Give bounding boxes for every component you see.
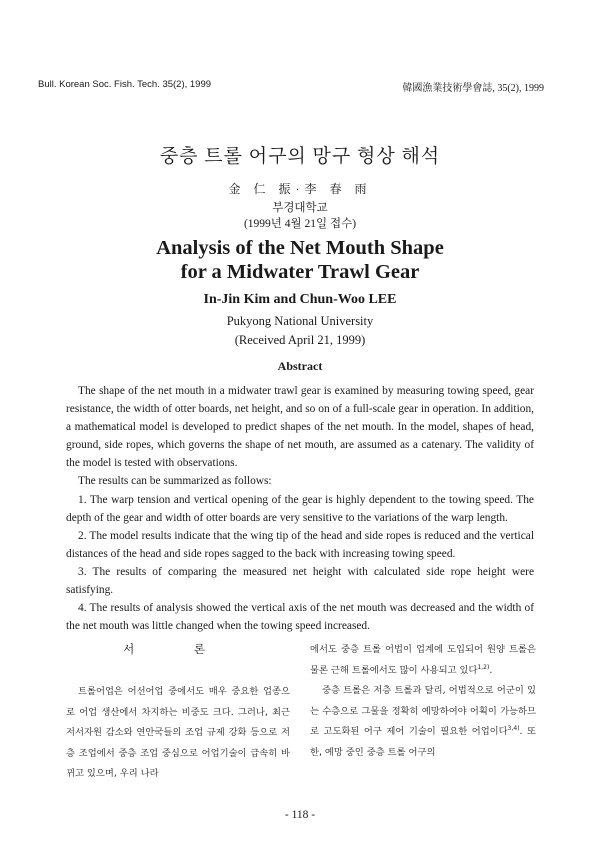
journal-citation-ko: 韓國漁業技術學會誌, 35(2), 1999 xyxy=(402,83,544,94)
intro-paragraph-continued xyxy=(310,640,536,681)
intro-paragraph xyxy=(310,681,536,763)
intro-text: 에서도 중층 트롤 어법이 업계에 도입되어 원양 트롤은 물론 근해 트롤에서도 많이 사용되고 있다 xyxy=(310,644,536,676)
intro-paragraph: 트롤어업은 어선어업 중에서도 매우 중요한 업종으로 어업 생산에서 차지하는 비중도 크다. 그러나, 최근 저서자원 감소와 연안국들의 조업 규제 강화 등으로 저층 조업에서 중층 조업 중심으로 어업기술이 급속히 바뀌고 있으며, 우리 나라 xyxy=(66,686,290,780)
abstract-paragraph: 4. The results of analysis showed the vertical axis of the net mouth was decreased and the width of the net mouth was little changed when the towing speed increased. xyxy=(66,602,534,633)
english-title-line2: for a Midwater Trawl Gear xyxy=(180,261,420,283)
korean-affiliation: 부경대학교 xyxy=(272,202,328,214)
korean-title: 중층 트롤 어구의 망구 형상 해석 xyxy=(159,146,441,167)
english-received-date: (Received April 21, 1999) xyxy=(234,333,366,347)
intro-text-end: . 또한, 예망 중인 중층 트롤 어구의 xyxy=(310,726,536,758)
body-column-right xyxy=(310,640,536,764)
english-title xyxy=(0,236,600,284)
abstract-paragraph: 3. The results of comparing the measured net height with calculated side rope height were satisfying. xyxy=(66,565,534,597)
korean-authors: 金 仁 振·李 春 雨 xyxy=(228,182,372,196)
journal-citation-en: Bull. Korean Soc. Fish. Tech. 35(2), 1999 xyxy=(38,79,212,90)
citation-ref: 1,2) xyxy=(477,663,490,671)
intro-text: 중층 트롤은 저층 트롤과 달리, 어법적으로 어군이 있는 수층으로 그물을 정확히 예망하여야 어획이 가능하므로 고도화된 어구 제어 기술이 필요한 어업이다 xyxy=(310,685,536,738)
english-authors: In-Jin Kim and Chun-Woo LEE xyxy=(203,292,397,307)
english-affiliation: Pukyong National University xyxy=(226,314,374,328)
citation-ref: 3,4) xyxy=(507,725,520,733)
korean-received-date: (1999년 4월 21일 접수) xyxy=(243,218,357,230)
abstract-paragraph: 2. The model results indicate that the wing tip of the head and side ropes is reduced and the vertical distances of the head and side ropes sagged to the back with increasing towing speed. xyxy=(66,529,534,560)
page-number: - 118 - xyxy=(284,809,316,821)
english-title-line1: Analysis of the Net Mouth Shape xyxy=(156,237,444,259)
abstract-paragraph: The results can be summarized as follows: xyxy=(78,475,272,488)
abstract-paragraph: The shape of the net mouth in a midwater trawl gear is examined by measuring towing speed, gear resistance, the width of otter boards, net height, and so on of a full-scale gear in operation. In addition, a mathematical model is developed to predict shapes of the net mouth. In the model, shapes of head, ground, side ropes, which governs the shape of net mouth, are assumed as a catenary. The validity of the model is tested with observations. xyxy=(66,385,534,470)
abstract-heading: Abstract xyxy=(277,359,323,373)
abstract-paragraph: 1. The warp tension and vertical opening of the gear is highly dependent to the towing speed. The depth of the gear and width of otter boards are very sensitive to the variations of the warp length. xyxy=(66,493,534,524)
introduction-heading: 서 론 xyxy=(123,642,233,656)
intro-text-end: . xyxy=(489,664,493,676)
abstract-body xyxy=(66,382,534,635)
body-column-left xyxy=(66,682,290,785)
